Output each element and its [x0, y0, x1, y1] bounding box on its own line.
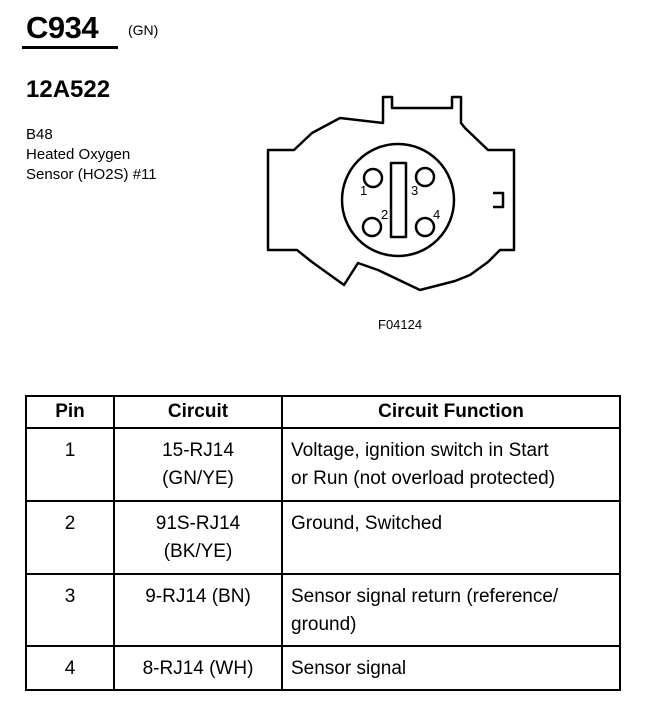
pin-table — [25, 395, 621, 691]
pin-cell: 1 — [26, 428, 114, 501]
figure-code: F04124 — [378, 317, 423, 332]
connector-latch-tab — [493, 193, 503, 207]
header-circuit-function: Circuit Function — [282, 396, 620, 428]
header-pin: Pin — [26, 396, 114, 428]
pin-cell: 2 — [26, 501, 114, 574]
function-cell — [282, 574, 620, 646]
pin-cavity-3 — [416, 168, 434, 186]
function-line: or Run (not overload protected) — [291, 468, 556, 489]
pin-label-1: 1 — [360, 183, 368, 198]
function-line: Sensor signal — [291, 658, 407, 679]
circuit-line: (BK/YE) — [163, 541, 233, 562]
pin-cell: 4 — [26, 646, 114, 690]
circuit-line: 91S-RJ14 — [155, 513, 241, 534]
connector-face-circle — [342, 144, 454, 256]
function-line: Ground, Switched — [291, 513, 443, 534]
connector-key-bar — [391, 163, 406, 237]
description-line: Sensor (HO2S) #11 — [26, 166, 157, 183]
pin-label-2: 2 — [381, 207, 389, 222]
circuit-cell — [114, 574, 282, 646]
pin-cavity-2 — [363, 218, 381, 236]
function-line: Sensor signal return (reference/ — [291, 586, 559, 607]
circuit-line: (GN/YE) — [162, 468, 234, 489]
pin-label-4: 4 — [433, 207, 441, 222]
circuit-cell — [114, 428, 282, 501]
part-number: 12A522 — [26, 76, 111, 103]
table-row — [26, 574, 620, 646]
circuit-line: 9-RJ14 (BN) — [145, 586, 251, 607]
table-header-row — [26, 396, 620, 428]
table-row — [26, 428, 620, 501]
pin-cavity-4 — [416, 218, 434, 236]
function-cell — [282, 501, 620, 574]
circuit-cell — [114, 501, 282, 574]
header-circuit: Circuit — [114, 396, 282, 428]
connector-id: C934 — [26, 10, 99, 45]
function-line: ground) — [291, 614, 357, 635]
table-row — [26, 646, 620, 690]
circuit-cell — [114, 646, 282, 690]
pin-cell: 3 — [26, 574, 114, 646]
circuit-line: 8-RJ14 (WH) — [142, 658, 254, 679]
circuit-line: 15-RJ14 — [162, 440, 234, 461]
description-line: Heated Oxygen — [26, 146, 131, 163]
table-row — [26, 501, 620, 574]
connector-color: (GN) — [128, 22, 159, 38]
function-cell — [282, 428, 620, 501]
pin-label-3: 3 — [411, 183, 419, 198]
function-line: Voltage, ignition switch in Start — [291, 440, 549, 461]
function-cell — [282, 646, 620, 690]
description-line: B48 — [26, 126, 53, 143]
